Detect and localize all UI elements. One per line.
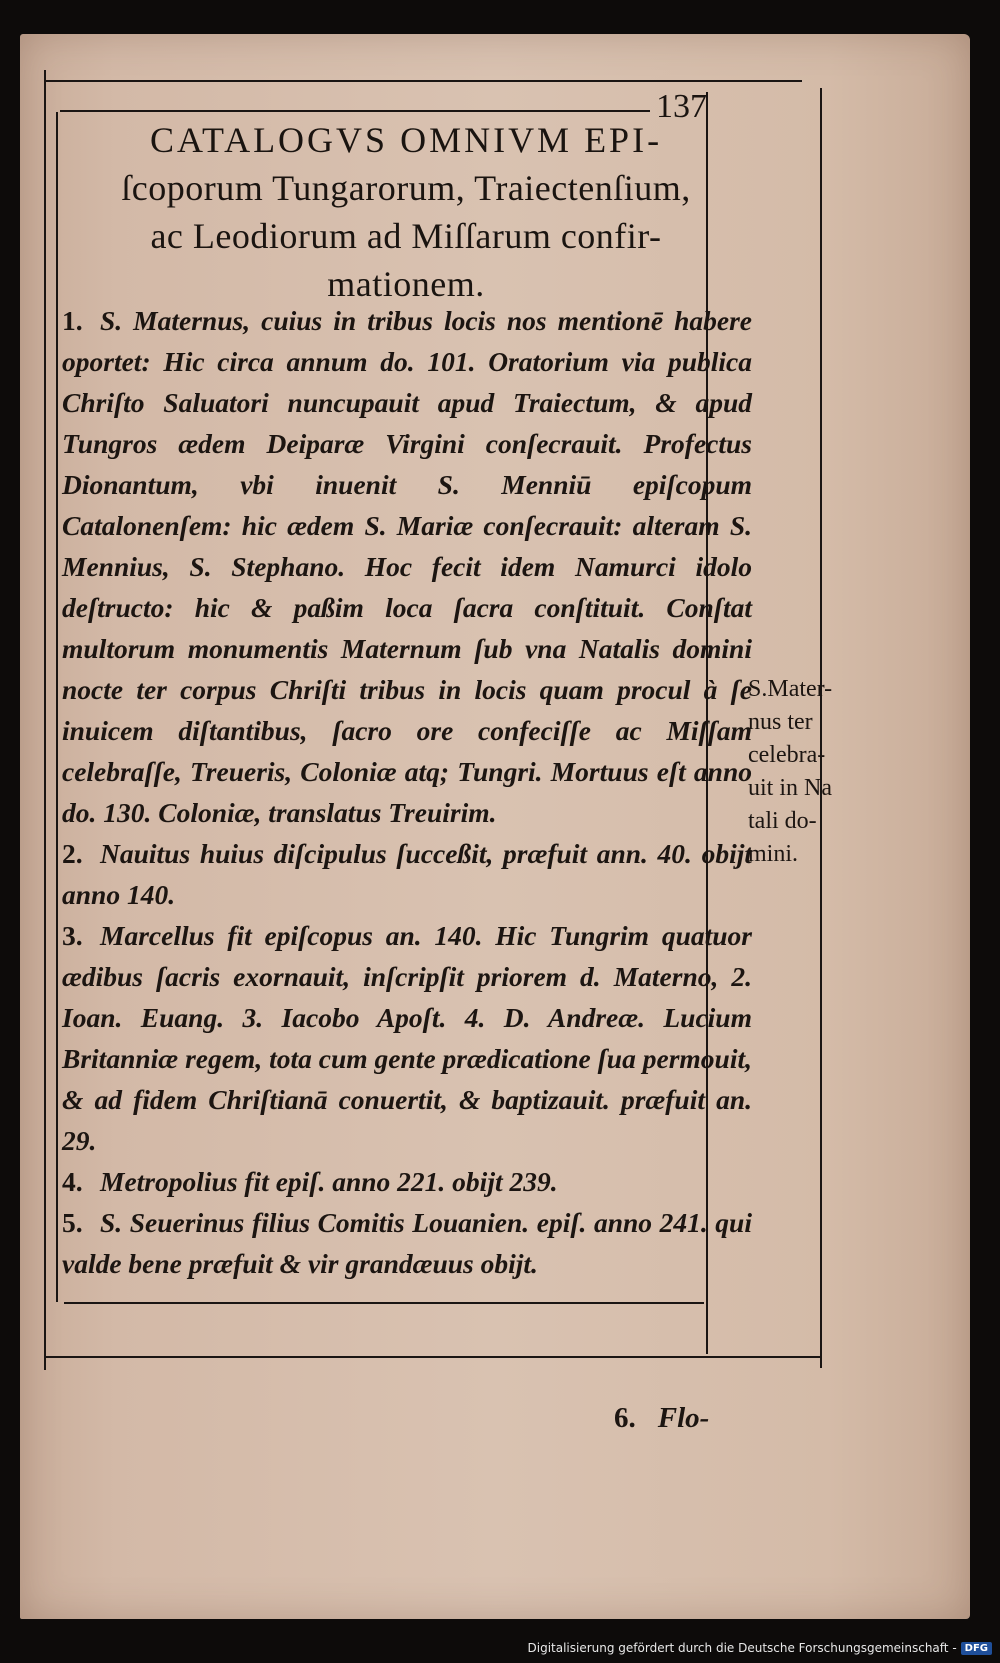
margin-note-line: S.Mater- [748, 676, 833, 702]
left-outer-rule [44, 70, 46, 1370]
catalog-entries [62, 300, 752, 1284]
margin-note-line: uit in Na [748, 775, 832, 801]
title-line-2: ſcoporum Tungarorum, Traiectenſium, [121, 168, 691, 208]
dfg-logo: DFG [961, 1642, 992, 1655]
entry-text: Marcellus fit epiſcopus an. 140. Hic Tungrim quatuor ædibus ſacris exornauit, inſcripſit priorem d. Materno, 2. Ioan. Euang. 3. Iacobo Apoſt. 4. D. Andreæ. Lucium Britanniæ regem, tota cum gente prædicatione ſua permouit, & ad fidem Chriſtianā conuertit, & baptizauit. præfuit an. 29. [62, 920, 752, 1156]
catalog-entry [62, 915, 752, 1161]
entry-number: 2. [62, 838, 83, 869]
entry-number: 1. [62, 305, 83, 336]
entry-number: 3. [62, 920, 83, 951]
margin-note-line: tali do- [748, 808, 817, 834]
bottom-outer-rule [46, 1356, 822, 1358]
digitization-credit [528, 1641, 993, 1655]
entry-text: Nauitus huius diſcipulus ſucceßit, præfuit ann. 40. obijt anno 140. [62, 838, 752, 910]
entry-number: 4. [62, 1166, 83, 1197]
top-inner-rule [60, 110, 650, 112]
entry-text: S. Maternus, cuius in tribus locis nos mentionē habere oportet: Hic circa annum do. 101. Oratorium via publica Chriſto Saluatori nuncupauit apud Traiectum, & apud Tungros ædem Deiparæ Virgini conſecrauit. Profectus Dionantum, vbi inuenit S. Menniū epiſcopum Catalonenſem: hic ædem S. Mariæ conſecrauit: alteram S. Mennius, S. Stephano. Hoc fecit idem Namurci idolo deſtructo: hic & paßim loca ſacra conſtituit. Conſtat multorum monumentis Maternum ſub vna Natalis domini nocte ter corpus Chriſti tribus in locis quam procul à ſe inuicem diſtantibus, ſacro ore confeciſſe ac Miſſam celebraſſe, Treueris, Coloniæ atq; Tungri. Mortuus eſt anno do. 130. Coloniæ, translatus Treuirim. [62, 305, 752, 828]
catchword-number: 6. [614, 1402, 636, 1434]
page-title [56, 116, 756, 308]
page-number: 137 [656, 88, 707, 125]
title-line-3: ac Leodiorum ad Miſſarum confir- [150, 216, 662, 256]
top-outer-rule [46, 80, 802, 82]
catalog-entry [62, 1202, 752, 1284]
title-line-4: mationem. [327, 264, 485, 304]
margin-note-line: nus ter [748, 709, 813, 735]
margin-note [748, 673, 868, 871]
bottom-inner-rule [64, 1302, 704, 1304]
title-line-1: CATALOGVS OMNIVM EPI- [149, 120, 663, 160]
margin-note-line: celebra- [748, 742, 826, 768]
catalog-entry [62, 1161, 752, 1202]
margin-note-line: mini. [748, 841, 799, 867]
entry-number: 5. [62, 1207, 83, 1238]
catalog-entry [62, 300, 752, 833]
catchword [614, 1402, 709, 1435]
credit-text: Digitalisierung gefördert durch die Deutsche Forschungsgemeinschaft - [527, 1641, 957, 1655]
catalog-entry [62, 833, 752, 915]
entry-text: S. Seuerinus filius Comitis Louanien. epiſ. anno 241. qui valde bene præfuit & vir grandæuus obijt. [62, 1207, 752, 1279]
catchword-text: Flo- [657, 1402, 710, 1434]
entry-text: Metropolius fit epiſ. anno 221. obijt 239. [100, 1166, 558, 1197]
